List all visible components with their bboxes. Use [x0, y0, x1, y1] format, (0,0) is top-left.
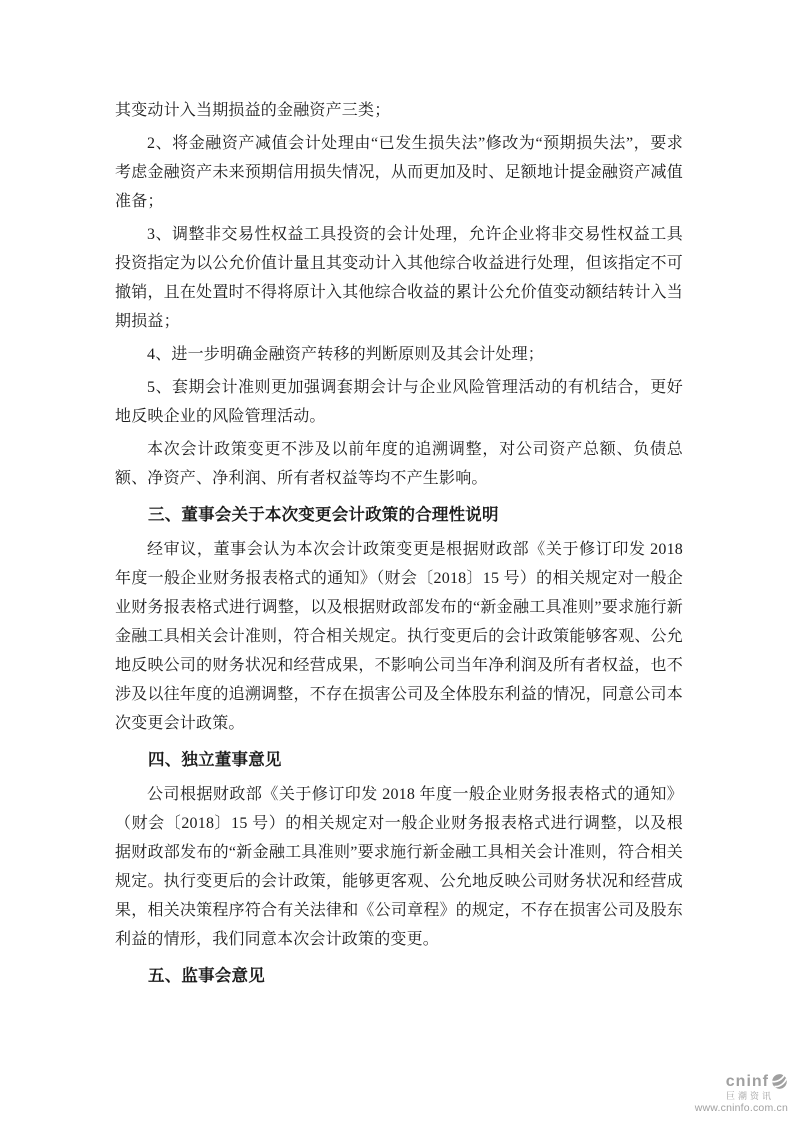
paragraph-change-item-2: 2、将金融资产减值会计处理由“已发生损失法”修改为“预期损失法”，要求考虑金融资产未来预期信用损失情况，从而更加及时、足额地计提金融资产减值准备；: [115, 135, 683, 210]
document-body: [115, 96, 683, 996]
section-heading-supervisory-board: 五、监事会意见: [148, 967, 265, 985]
cninfo-swirl-icon: [771, 1073, 788, 1090]
paragraph-continuation: 其变动计入当期损益的金融资产三类；: [115, 102, 391, 119]
section-heading-independent-directors: 四、独立董事意见: [148, 751, 282, 769]
cninfo-watermark: [695, 1073, 788, 1115]
cninfo-brand-row: [695, 1073, 788, 1091]
cninfo-website-url: www.cninfo.com.cn: [694, 1102, 788, 1115]
paragraph-impact-note: 本次会计政策变更不涉及以前年度的追溯调整，对公司资产总额、负债总额、净资产、净利润、所有者权益等均不产生影响。: [115, 441, 683, 487]
paragraph-change-item-5: 5、套期会计准则更加强调套期会计与企业风险管理活动的有机结合，更好地反映企业的风险管理活动。: [115, 379, 683, 425]
paragraph-change-item-4: 4、进一步明确金融资产转移的判断原则及其会计处理；: [147, 346, 545, 363]
paragraph-change-item-3: 3、调整非交易性权益工具投资的会计处理，允许企业将非交易性权益工具投资指定为以公允价值计量且其变动计入其他综合收益进行处理，但该指定不可撤销，且在处置时不得将原计入其他综合收益的累计公允价值变动额结转计入当期损益；: [115, 226, 683, 330]
paragraph-independent-directors-opinion: 公司根据财政部《关于修订印发 2018 年度一般企业财务报表格式的通知》（财会〔2018〕15 号）的相关规定对一般企业财务报表格式进行调整，以及根据财政部发布的“新金融工具准则”要求施行新金融工具相关会计准则，符合相关规定。执行变更后的会计政策，能够更客观、公允地反映公司财务状况和经营成果，相关决策程序符合有关法律和《公司章程》的规定，不存在损害公司及股东利益的情形，我们同意本次会计政策的变更。: [115, 786, 683, 948]
cninfo-brand-text: cninf: [725, 1072, 769, 1090]
section-heading-board-rationality: 三、董事会关于本次变更会计政策的合理性说明: [148, 506, 499, 524]
paragraph-board-opinion: 经审议，董事会认为本次会计政策变更是根据财政部《关于修订印发 2018 年度一般企业财务报表格式的通知》（财会〔2018〕15 号）的相关规定对一般企业财务报表格式进行调整，以及根据财政部发布的“新金融工具准则”要求施行新金融工具相关会计准则，符合相关规定。执行变更后的会计政策能够客观、公允地反映公司的财务状况和经营成果，不影响公司当年净利润及所有者权益，也不涉及以往年度的追溯调整，不存在损害公司及全体股东利益的情况，同意公司本次变更会计政策。: [115, 541, 683, 732]
cninfo-brand-chinese: 巨潮资讯: [725, 1090, 774, 1101]
